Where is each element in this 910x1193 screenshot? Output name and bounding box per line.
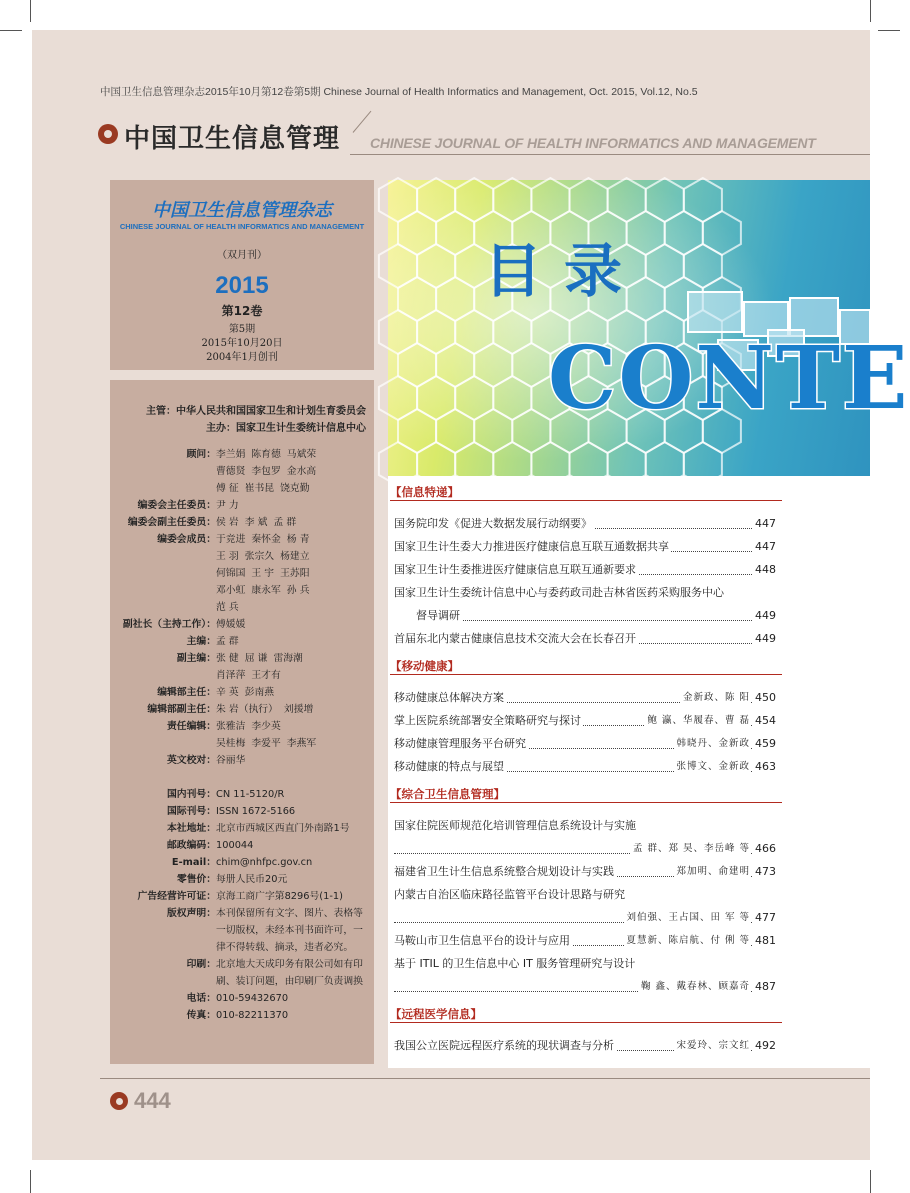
credit-name: 杨 青: [286, 534, 310, 545]
credit-label: 编委会成员：: [157, 534, 216, 545]
info-value: 010-82211370: [216, 1010, 289, 1021]
credit-name: 王 宇: [251, 568, 275, 579]
credit-name: 康永军: [251, 585, 281, 596]
credit-name: 李燕军: [286, 738, 317, 749]
info-row: [110, 837, 374, 854]
toc-entry-title: 移动健康的特点与展望: [394, 755, 506, 778]
credit-name: 李少英: [251, 721, 281, 732]
credit-name: 王才有: [251, 670, 281, 681]
toc-entry-authors: 金新政、陈 阳: [681, 686, 750, 709]
toc-leader-dots: [416, 620, 752, 621]
info-value: 北京市西城区西直门外南路1号: [216, 823, 350, 834]
credit-row: [110, 531, 374, 548]
journal-logo-icon: [110, 1092, 128, 1110]
credit-names: [216, 582, 316, 596]
credit-names: [216, 531, 316, 545]
credit-names: [216, 548, 316, 562]
toc-section-heading: [390, 784, 782, 808]
info-value: 北京地大天成印务有限公司如有印刷、装订问题，由印刷厂负责调换: [216, 959, 363, 987]
toc-entry-title: 国家卫生计生委统计信息中心与委药政司赴吉林省医药采购服务中心: [394, 586, 724, 599]
credit-name: 李 斌: [244, 517, 268, 528]
info-row: [110, 803, 374, 820]
toc-entry-title: 国务院印发《促进大数据发展行动纲要》: [394, 512, 594, 535]
journal-issue: 第5期: [228, 324, 256, 335]
banner-title-cn: 目录: [484, 237, 645, 305]
credit-name: 金水高: [286, 466, 317, 477]
journal-founded: 2004年1月创刊: [206, 352, 278, 363]
info-value: 京海工商广字第8296号(1-1): [216, 891, 343, 902]
toc-entry-authors: 鞠 鑫、戴春林、顾嘉奇: [639, 975, 750, 998]
info-label: 零售价：: [176, 874, 216, 885]
credit-names: [216, 463, 322, 477]
banner-title-en: CONTE: [548, 328, 910, 429]
credit-name: 辛 英: [216, 687, 239, 698]
toc-entry: [390, 1034, 782, 1057]
journal-frequency: （双月刊）: [217, 250, 267, 261]
credit-name: 傅 征: [216, 483, 239, 494]
toc-entry: [390, 581, 782, 604]
masthead: [98, 118, 870, 158]
credit-name: 孙 兵: [286, 585, 310, 596]
credit-label: 责任编辑：: [167, 721, 216, 732]
credit-row: [110, 633, 374, 650]
toc-entry: [390, 709, 782, 732]
credit-name: 张宗久: [244, 551, 275, 562]
toc-entry-page: 447: [753, 535, 776, 558]
toc-entry: [390, 952, 782, 975]
toc-entry-authors: 夏慧新、陈启航、付 俐 等: [624, 929, 750, 952]
toc-section-label: 【远程医学信息】: [390, 1007, 482, 1021]
toc-section-label: 【移动健康】: [390, 659, 459, 673]
trim-mark: [870, 0, 871, 22]
credit-row: [110, 548, 374, 565]
toc-entry-title: 首届东北内蒙古健康信息技术交流大会在长春召开: [394, 627, 638, 650]
toc-entry-page: 492: [753, 1034, 776, 1057]
credit-name: 陈育德: [251, 449, 281, 460]
credit-name: 李包罗: [251, 466, 281, 477]
toc-entry-authors: 孟 群、郑 昊、李岳峰 等: [631, 837, 750, 860]
info-value: 每册人民币20元: [216, 874, 288, 885]
credit-label: 副主编：: [176, 653, 216, 664]
toc-entry-title: 国家卫生计生委推进医疗健康信息互联互通新要求: [394, 558, 638, 581]
toc-entry-title: 福建省卫生计生信息系统整合规划设计与实践: [394, 860, 616, 883]
sponsor-label: 主办：: [206, 423, 236, 434]
credit-row: [110, 463, 374, 480]
toc-entry-page: 447: [753, 512, 776, 535]
table-of-contents: [390, 482, 782, 1057]
info-row: [110, 905, 374, 956]
info-value: CN 11-5120/R: [216, 789, 285, 800]
credit-label: 顾问：: [186, 449, 216, 460]
toc-entry: [390, 755, 782, 778]
toc-entry-title: 督导调研: [416, 604, 462, 627]
credit-row: [110, 582, 374, 599]
toc-entry: [390, 929, 782, 952]
credit-row: [110, 514, 374, 531]
info-label: 印刷：: [186, 959, 216, 970]
toc-entry: [390, 814, 782, 837]
journal-year: 2015: [215, 272, 269, 299]
toc-entry: [390, 883, 782, 906]
toc-entry: [390, 975, 782, 998]
toc-entry-page: 450: [753, 686, 776, 709]
toc-section-rule: [390, 802, 782, 803]
credit-name: 张 健: [216, 653, 239, 664]
info-value: 010-59432670: [216, 993, 289, 1004]
toc-entry-title: 内蒙古自治区临床路径监管平台设计思路与研究: [394, 888, 625, 901]
trim-mark: [30, 1170, 31, 1193]
credit-names: [216, 735, 322, 749]
trim-mark: [30, 0, 31, 22]
info-label: 电话：: [186, 993, 216, 1004]
info-value: chim@nhfpc.gov.cn: [216, 857, 313, 868]
credit-names: [216, 514, 302, 528]
toc-entry: [390, 512, 782, 535]
toc-entry-page: 481: [753, 929, 776, 952]
toc-entry-page: 463: [753, 755, 776, 778]
credit-name: 邓小虹: [216, 585, 246, 596]
credit-names: [216, 599, 245, 613]
credit-name: 何锦国: [216, 568, 246, 579]
toc-entry-page: 454: [753, 709, 776, 732]
toc-entry-page: 477: [753, 906, 776, 929]
credit-label: 英文校对：: [167, 755, 216, 766]
journal-name: 中国卫生信息管理杂志: [152, 200, 332, 221]
sponsor-line: [118, 402, 368, 419]
credit-name: 孟 群: [273, 517, 297, 528]
toc-entry-title: 移动健康总体解决方案: [394, 686, 506, 709]
credit-name: 曹德贤: [216, 466, 246, 477]
sponsor-line: [118, 419, 368, 436]
toc-section-label: 【信息特递】: [390, 485, 459, 499]
editorial-board-box: [110, 380, 374, 1064]
credit-names: [216, 497, 245, 511]
credit-names: [216, 701, 319, 715]
toc-section-heading: [390, 656, 782, 680]
credit-names: [216, 633, 245, 647]
info-row: [110, 1007, 374, 1024]
toc-entry-authors: 张博文、金新政: [674, 755, 750, 778]
toc-entry: [390, 906, 782, 929]
info-label: 版权声明：: [167, 908, 216, 919]
masthead-title: 中国卫生信息管理: [124, 124, 341, 154]
credit-row: [110, 684, 374, 701]
info-label: 传真：: [186, 1010, 216, 1021]
credit-row: [110, 701, 374, 718]
credit-name: 屈 谦: [244, 653, 268, 664]
toc-entry-title: 国家卫生计生委大力推进医疗健康信息互联互通数据共享: [394, 535, 671, 558]
info-label: E-mail：: [171, 857, 216, 868]
credit-names: [216, 667, 287, 681]
credit-row: [110, 616, 374, 633]
credit-names: [216, 446, 322, 460]
info-label: 广告经营许可证：: [137, 891, 216, 902]
sponsor-value: 国家卫生计生委统计信息中心: [236, 423, 366, 434]
credit-name: 李兰娟: [216, 449, 246, 460]
credit-name: 谷丽华: [216, 755, 246, 766]
toc-entry-page: 449: [753, 604, 776, 627]
credit-name: 范 兵: [216, 602, 239, 613]
info-value: 100044: [216, 840, 254, 851]
publication-info-list: [110, 786, 374, 1024]
credit-label: 副社长（主持工作）：: [122, 619, 216, 630]
footer-rule: [100, 1078, 870, 1079]
info-row: [110, 990, 374, 1007]
info-label: 国内刊号：: [167, 789, 216, 800]
contents-banner: [388, 180, 910, 476]
info-row: [110, 854, 374, 871]
info-label: 邮政编码：: [167, 840, 216, 851]
info-label: 本社地址：: [167, 823, 216, 834]
info-value: ISSN 1672-5166: [216, 806, 296, 817]
page-number-block: [110, 1088, 190, 1114]
credit-row: [110, 735, 374, 752]
page-number: 444: [134, 1088, 171, 1113]
info-value: 本刊保留所有文字、图片、表格等一切版权，未经本刊书面许可，一律不得转载、摘录，违者必究。: [216, 908, 363, 953]
running-head: 中国卫生信息管理杂志2015年10月第12卷第5期 Chinese Journal of Health Informatics and Management, Oct. 2015, Vol.12, No.5: [100, 86, 698, 98]
credit-name: 彭南燕: [244, 687, 275, 698]
credit-row: [110, 599, 374, 616]
credit-row: [110, 752, 374, 769]
credit-name: 杨建立: [280, 551, 310, 562]
credit-names: [216, 752, 251, 766]
info-row: [110, 820, 374, 837]
credit-name: 张雅洁: [216, 721, 246, 732]
toc-entry-page: 448: [753, 558, 776, 581]
credit-label: 编委会主任委员：: [137, 500, 216, 511]
toc-entry-page: 487: [753, 975, 776, 998]
toc-entry-title: 国家住院医师规范化培训管理信息系统设计与实施: [394, 819, 636, 832]
credit-row: [110, 650, 374, 667]
credit-name: 侯 岩: [216, 517, 239, 528]
info-row: [110, 871, 374, 888]
trim-mark: [0, 30, 22, 31]
credit-name: 雷海潮: [273, 653, 303, 664]
toc-entry-title: 我国公立医院远程医疗系统的现状调查与分析: [394, 1034, 616, 1057]
credit-name: 马斌荣: [286, 449, 317, 460]
credit-row: [110, 497, 374, 514]
credits-list: [110, 446, 374, 769]
masthead-rule: [350, 154, 870, 155]
toc-entry: [390, 627, 782, 650]
toc-entry-title: 移动健康管理服务平台研究: [394, 732, 528, 755]
toc-entry-authors: 刘伯强、王占国、田 军 等: [624, 906, 750, 929]
toc-entry: [390, 732, 782, 755]
toc-section-heading: [390, 1004, 782, 1028]
sponsor-label: 主管：: [146, 406, 176, 417]
toc-entry-title: 马鞍山市卫生信息平台的设计与应用: [394, 929, 572, 952]
toc-entry: [390, 604, 782, 627]
toc-entry-title: 掌上医院系统部署安全策略研究与探讨: [394, 709, 583, 732]
credit-name: 刘援增: [283, 704, 314, 715]
credit-name: 朱 岩（执行）: [216, 704, 278, 715]
toc-entry: [390, 535, 782, 558]
info-row: [110, 786, 374, 803]
toc-entry: [390, 860, 782, 883]
credit-name: 肖泽萍: [216, 670, 246, 681]
trim-mark: [870, 1170, 871, 1193]
trim-mark: [878, 30, 900, 31]
toc-entry-page: 449: [753, 627, 776, 650]
credit-names: [216, 650, 309, 664]
toc-section-heading: [390, 482, 782, 506]
info-label: 国际刊号：: [167, 806, 216, 817]
info-row: [110, 888, 374, 905]
photo-tile: [688, 292, 742, 332]
toc-entry-authors: 宋爱玲、宗文红: [674, 1034, 750, 1057]
toc-entry-title: 基于 ITIL 的卫生信息中心 IT 服务管理研究与设计: [394, 957, 636, 970]
credit-name: 孟 群: [216, 636, 239, 647]
credit-names: [216, 684, 280, 698]
info-row: [110, 956, 374, 990]
toc-entry-authors: 韩晓丹、金新政: [674, 732, 750, 755]
credit-row: [110, 667, 374, 684]
credit-name: 王 羽: [216, 551, 239, 562]
toc-entry-authors: 鲍 瀛、华履春、曹 磊: [645, 709, 750, 732]
toc-entry: [390, 686, 782, 709]
credit-name: 秦怀金: [251, 534, 281, 545]
toc-entry: [390, 837, 782, 860]
credit-label: 主编：: [186, 636, 216, 647]
credit-row: [110, 718, 374, 735]
credit-name: 崔书昆: [244, 483, 275, 494]
toc-entry: [390, 558, 782, 581]
credit-label: 编委会副主任委员：: [127, 517, 216, 528]
toc-section-rule: [390, 674, 782, 675]
credit-row: [110, 480, 374, 497]
journal-info-box: [110, 180, 374, 370]
credit-names: [216, 480, 316, 494]
toc-entry-authors: 郑加明、俞建明: [674, 860, 750, 883]
credit-name: 王苏阳: [280, 568, 310, 579]
credit-row: [110, 565, 374, 582]
toc-entry-page: 466: [753, 837, 776, 860]
journal-date: 2015年10月20日: [201, 338, 283, 349]
credit-names: [216, 565, 316, 579]
credit-name: 尹 力: [216, 500, 239, 511]
credit-name: 于竞进: [216, 534, 246, 545]
sponsor-value: 中华人民共和国国家卫生和计划生育委员会: [176, 406, 366, 417]
toc-section-rule: [390, 1022, 782, 1023]
masthead-title-en: CHINESE JOURNAL OF HEALTH INFORMATICS AND MANAGEMENT: [370, 135, 816, 151]
credit-row: [110, 446, 374, 463]
toc-section-rule: [390, 500, 782, 501]
toc-section-label: 【综合卫生信息管理】: [390, 787, 505, 801]
credit-names: [216, 616, 251, 630]
toc-entry-page: 459: [753, 732, 776, 755]
credit-names: [216, 718, 287, 732]
credit-name: 饶克勤: [280, 483, 310, 494]
credit-name: 吴桂梅: [216, 738, 246, 749]
credit-label: 编辑部副主任：: [147, 704, 216, 715]
journal-name-en: CHINESE JOURNAL OF HEALTH INFORMATICS AND MANAGEMENT: [119, 222, 365, 231]
credit-name: 傅媛媛: [216, 619, 246, 630]
credit-name: 李爱平: [251, 738, 281, 749]
sponsor-block: [118, 402, 368, 436]
journal-logo-icon: [98, 124, 118, 144]
journal-volume: 第12卷: [221, 304, 263, 318]
toc-entry-page: 473: [753, 860, 776, 883]
credit-label: 编辑部主任：: [157, 687, 216, 698]
